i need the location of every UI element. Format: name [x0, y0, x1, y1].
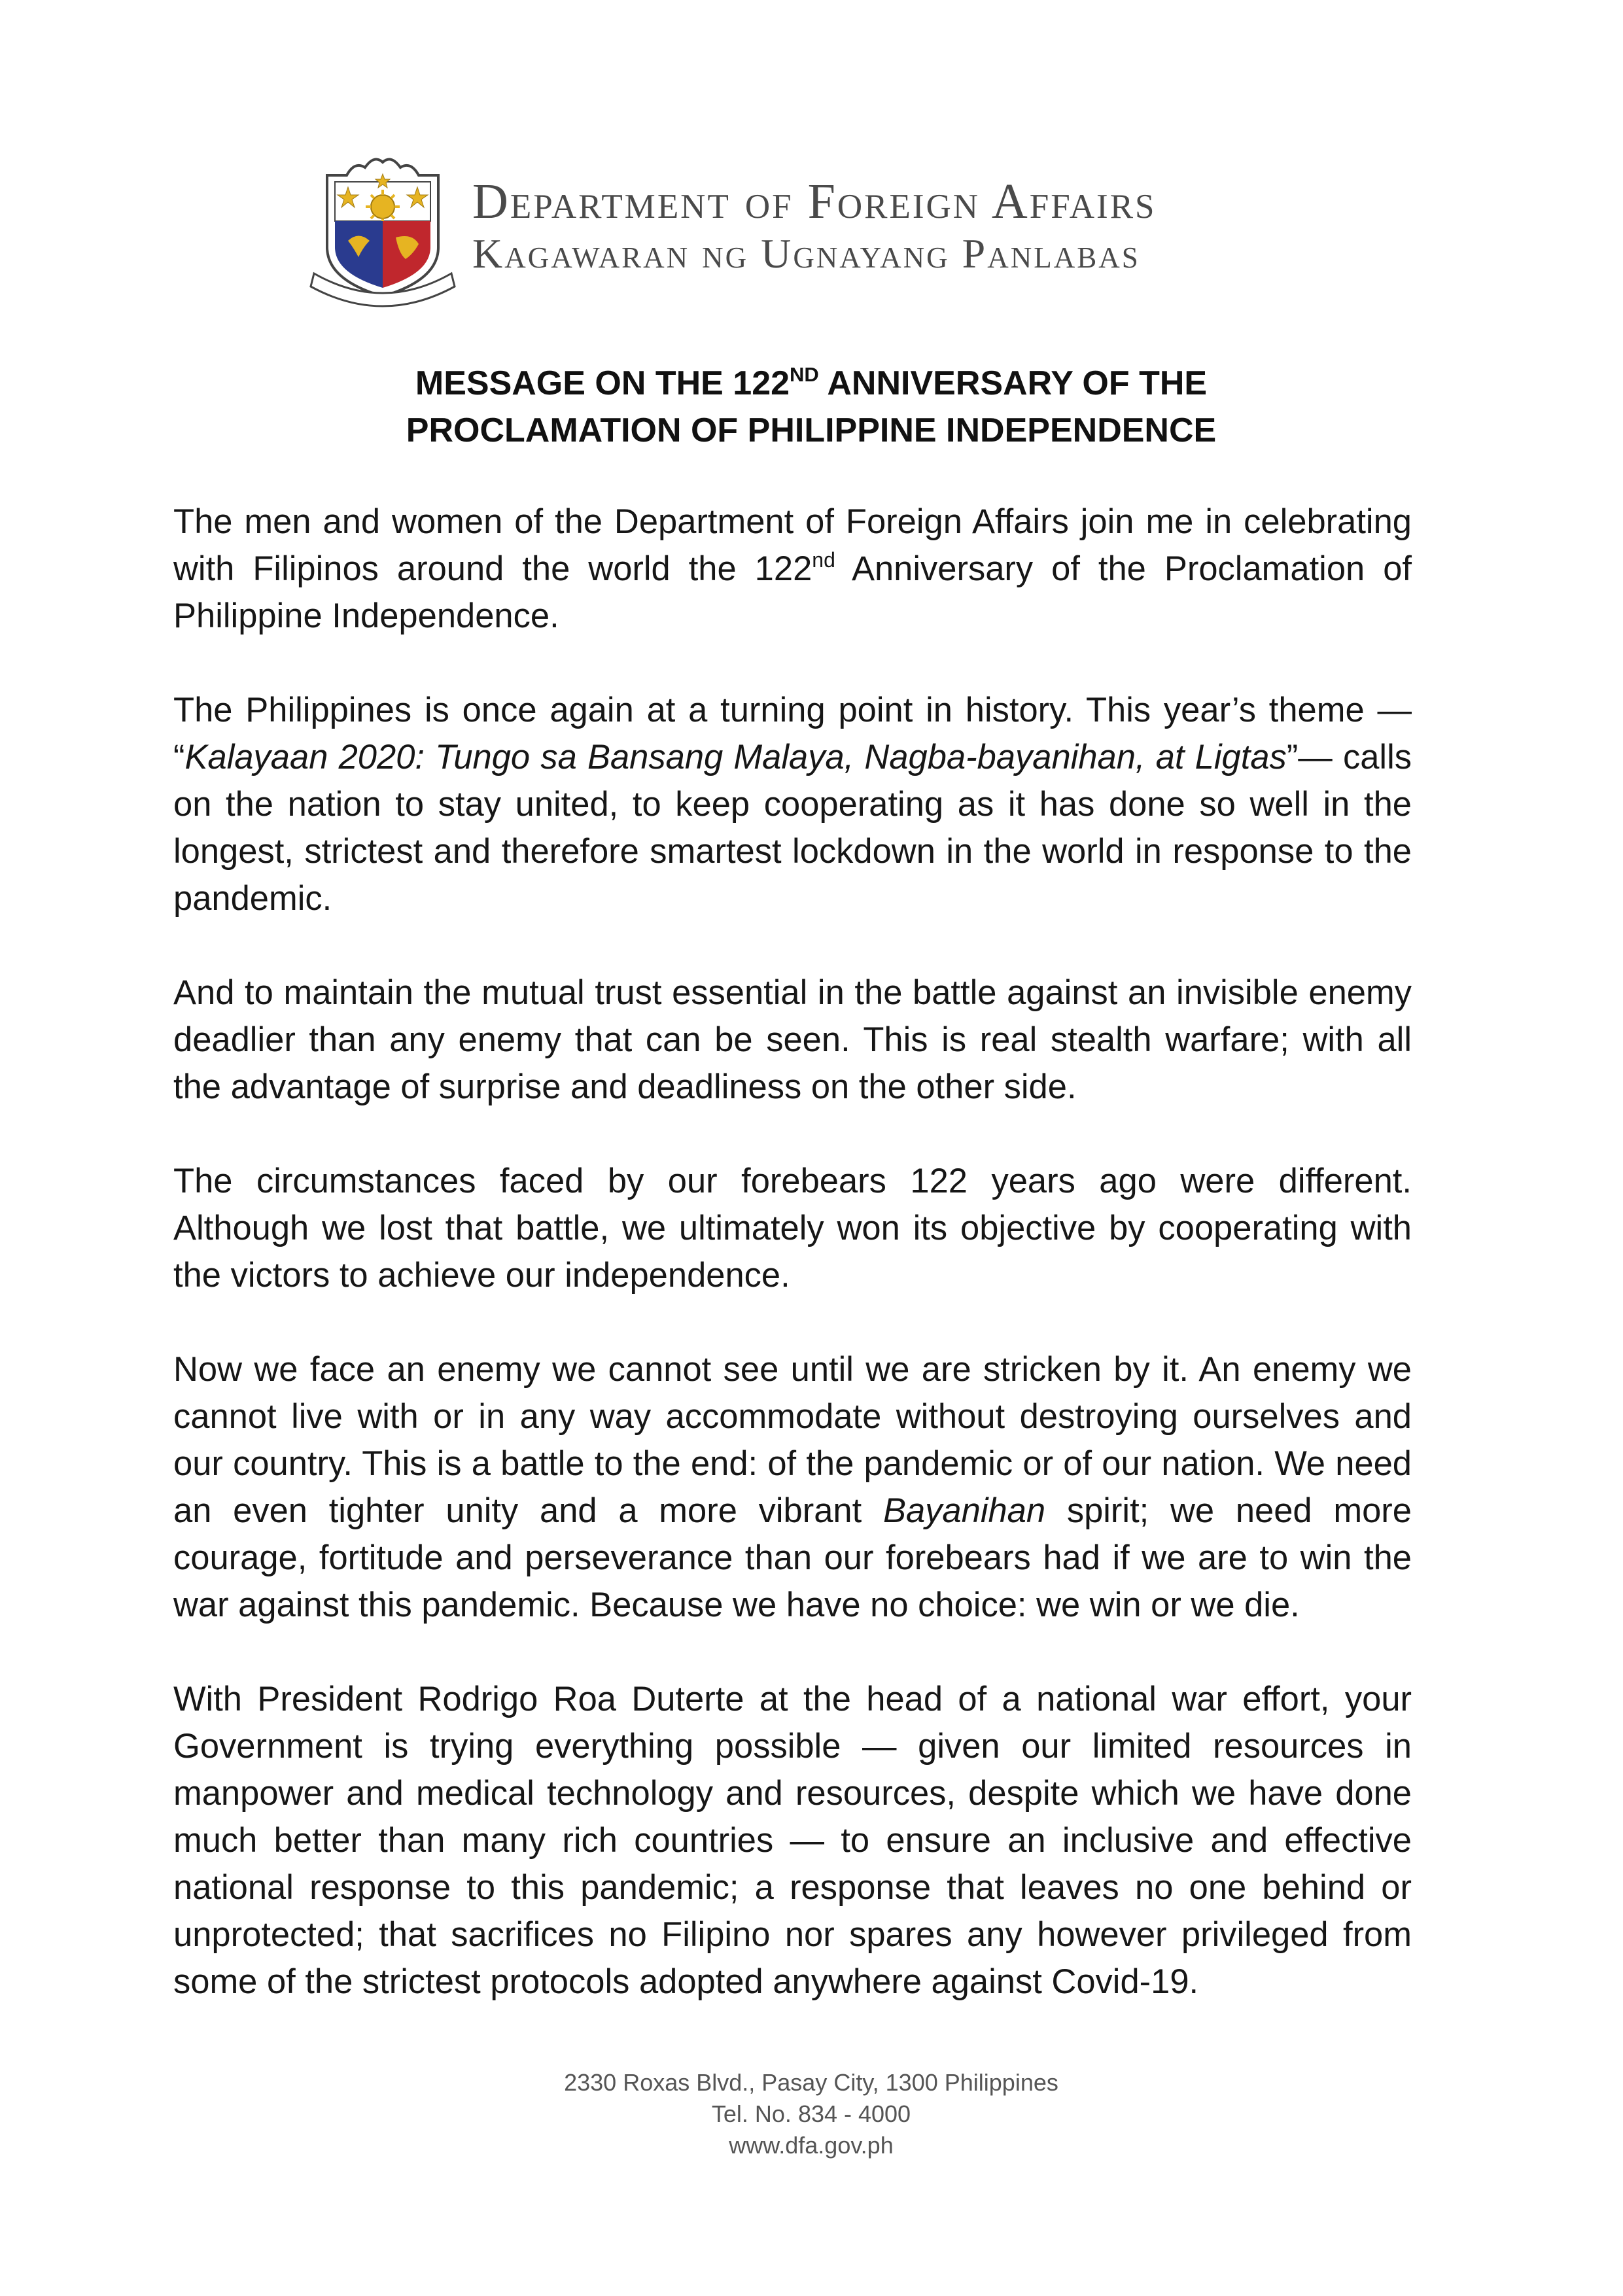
dfa-seal-icon: [307, 149, 458, 309]
title-line-1-end: ANNIVERSARY OF THE: [818, 364, 1208, 402]
message-body: [173, 498, 1412, 2053]
title-line-1-start: MESSAGE ON THE 122: [415, 364, 790, 402]
paragraph-2-theme: Kalayaan 2020: Tungo sa Bansang Malaya, Nagba-bayanihan, at Ligtas: [184, 738, 1287, 776]
paragraph-1-text-end: Anniversary of the Proclamation of Philippine Independence.: [173, 549, 1412, 635]
paragraph-1: [173, 498, 1412, 640]
letterhead: [307, 149, 1236, 313]
message-title: [157, 360, 1465, 454]
paragraph-5-bayanihan: Bayanihan: [882, 1491, 1046, 1530]
paragraph-5-text-start: Now we face an enemy we cannot see until we are stricken by it. An enemy we cannot live with or in any way accommodate without destroying ourselves and our country. This is a battle to the end: of the pandemic or of our nation. We need an even tighter unity and a more vibrant: [173, 1350, 1412, 1530]
letter-footer: [419, 2067, 1204, 2161]
title-line-2: PROCLAMATION OF PHILIPPINE INDEPENDENCE: [406, 411, 1217, 449]
title-line-1: [157, 360, 1465, 407]
paragraph-3: And to maintain the mutual trust essential in the battle against an invisible enemy deadlier than any enemy that can be seen. This is real stealth warfare; with all the advantage of surprise and deadliness on the other side.: [173, 973, 1412, 1106]
department-name-tagalog: Kagawaran ng Ugnayang Panlabas: [472, 230, 1140, 277]
footer-telephone: Tel. No. 834 - 4000: [711, 2100, 911, 2127]
footer-address: 2330 Roxas Blvd., Pasay City, 1300 Philippines: [564, 2069, 1058, 2096]
paragraph-6: With President Rodrigo Roa Duterte at the head of a national war effort, your Government is trying everything possible — given our limited resources in manpower and medical technology and resources, despite which we have done much better than many rich countries — to ensure an inclusive and effective national response to this pandemic; a response that leaves no one behind or unprotected; that sacrifices no Filipino nor spares any however privileged from some of the strictest protocols adopted anywhere against Covid-19.: [173, 1680, 1412, 2001]
paragraph-4: The circumstances faced by our forebears 122 years ago were different. Although we lost that battle, we ultimately won its objective by cooperating with the victors to achieve our independence.: [173, 1162, 1412, 1295]
paragraph-1-ordinal-suffix: nd: [812, 548, 835, 572]
department-names: [472, 175, 1244, 279]
paragraph-2-text-end: ”— calls on the nation to stay united, to keep cooperating as it has done so well in the longest, strictest and therefore smartest lockdown in the world in response to the pandemic.: [173, 738, 1412, 918]
paragraph-2-text-start: The Philippines is once again at a turning point in history. This year’s theme — “: [173, 691, 1412, 776]
paragraph-5: [173, 1346, 1412, 1629]
paragraph-2: [173, 687, 1412, 922]
title-ordinal-suffix: ND: [790, 363, 819, 386]
paragraph-5-text-end: spirit; we need more courage, fortitude and perseverance than our forebears had if we are to win the war against this pandemic. Because we have no choice: we win or we die.: [173, 1491, 1412, 1624]
department-name-english: Department of Foreign Affairs: [472, 174, 1157, 229]
footer-website: www.dfa.gov.ph: [729, 2132, 894, 2159]
paragraph-1-text-start: The men and women of the Department of Foreign Affairs join me in celebrating with Filipinos around the world the 122: [173, 502, 1412, 588]
